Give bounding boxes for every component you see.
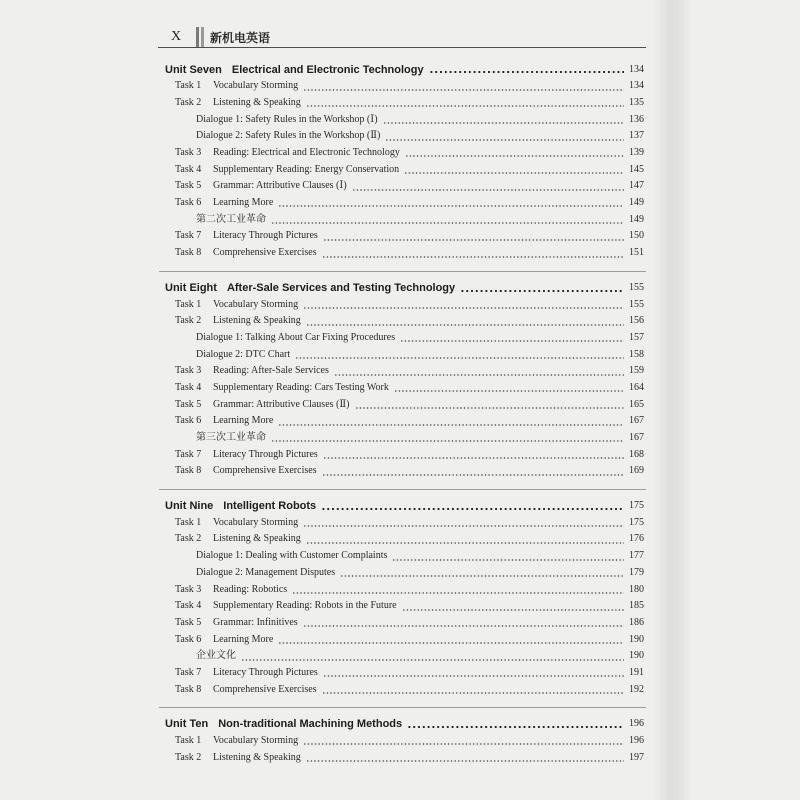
- toc-task-entry: [165, 665, 644, 682]
- toc-task-entry: [165, 313, 644, 330]
- task-label: Task 6: [175, 415, 202, 427]
- entry-title: Supplementary Reading: Robots in the Future: [213, 600, 397, 612]
- toc-sub-entry: [165, 330, 644, 347]
- task-label: Task 3: [175, 583, 202, 595]
- dot-leader: [460, 289, 624, 292]
- toc-sub-entry: [165, 430, 644, 447]
- unit-section: [165, 498, 644, 698]
- dot-leader: [303, 625, 624, 627]
- toc-task-entry: [165, 363, 644, 380]
- header-ornament-bar: [201, 27, 204, 47]
- dot-leader: [295, 357, 624, 359]
- toc-task-entry: [165, 162, 644, 179]
- running-header-page-number: X: [171, 29, 182, 44]
- toc-task-entry: [165, 733, 644, 750]
- entry-title: Comprehensive Exercises: [213, 683, 317, 695]
- toc-sub-entry: [165, 212, 644, 229]
- page-number: 167: [629, 432, 644, 444]
- toc-task-entry: [165, 397, 644, 414]
- task-label: Task 3: [175, 147, 202, 159]
- unit-number: Unit Seven: [165, 63, 222, 76]
- task-label: Task 4: [175, 381, 202, 393]
- dot-leader: [306, 760, 624, 762]
- dot-leader: [400, 340, 624, 342]
- task-label: Task 5: [175, 398, 202, 410]
- unit-page-number: 134: [629, 63, 644, 75]
- entry-title: Dialogue 2: DTC Chart: [196, 348, 291, 360]
- task-label: Task 1: [175, 298, 202, 310]
- page-number: 191: [629, 666, 644, 678]
- entry-title: Dialogue 2: Management Disputes: [196, 566, 336, 578]
- entry-title: Vocabulary Storming: [213, 516, 299, 528]
- entry-title: Listening & Speaking: [213, 533, 301, 545]
- page-number: 190: [629, 650, 644, 662]
- dot-leader: [383, 122, 624, 124]
- unit-page-number: 196: [629, 718, 644, 730]
- task-label: Task 2: [175, 751, 202, 763]
- unit-number: Unit Ten: [165, 718, 209, 731]
- dot-leader: [323, 457, 624, 459]
- toc-task-entry: [165, 95, 644, 112]
- dot-leader: [392, 559, 624, 561]
- page-number: 136: [629, 113, 644, 125]
- page-number: 145: [629, 163, 644, 175]
- page-number: 168: [629, 448, 644, 460]
- unit-heading: [165, 280, 644, 297]
- page-number: 180: [629, 583, 644, 595]
- entry-title: Literacy Through Pictures: [213, 448, 318, 460]
- entry-title: Learning More: [213, 633, 274, 645]
- page-number: 150: [629, 230, 644, 242]
- dot-leader: [323, 675, 624, 677]
- page-number: 134: [629, 80, 644, 92]
- dot-leader: [306, 542, 624, 544]
- entry-title: Supplementary Reading: Energy Conservation: [213, 163, 400, 175]
- page-number: 156: [629, 315, 644, 327]
- page-number: 155: [629, 298, 644, 310]
- page-edge-shadow: [652, 0, 692, 800]
- toc-task-entry: [165, 245, 644, 262]
- toc-task-entry: [165, 750, 644, 767]
- running-header-book-title: 新机电英语: [210, 31, 271, 45]
- unit-name: Non-traditional Machining Methods: [218, 718, 403, 731]
- page-number: 175: [629, 516, 644, 528]
- dot-leader: [271, 440, 624, 442]
- entry-title: Comprehensive Exercises: [213, 247, 317, 259]
- toc-task-entry: [165, 463, 644, 480]
- entry-title: Learning More: [213, 415, 274, 427]
- dot-leader: [303, 525, 624, 527]
- toc-sub-entry: [165, 347, 644, 364]
- dot-leader: [394, 390, 624, 392]
- entry-title: Literacy Through Pictures: [213, 666, 318, 678]
- dot-leader: [355, 407, 625, 409]
- task-label: Task 6: [175, 633, 202, 645]
- dot-leader: [322, 692, 624, 694]
- toc-task-entry: [165, 447, 644, 464]
- toc-sub-entry: [165, 128, 644, 145]
- header-ornament-bar: [196, 27, 199, 47]
- toc-task-entry: [165, 297, 644, 314]
- task-label: Task 7: [175, 666, 202, 678]
- toc-task-entry: [165, 145, 644, 162]
- page-number: 176: [629, 533, 644, 545]
- entry-title: 第三次工业革命: [196, 432, 266, 444]
- task-label: Task 2: [175, 315, 202, 327]
- dot-leader: [323, 239, 624, 241]
- dot-leader: [404, 172, 624, 174]
- unit-section: [165, 280, 644, 480]
- task-label: Task 1: [175, 516, 202, 528]
- dot-leader: [278, 642, 624, 644]
- unit-heading: [165, 716, 644, 733]
- header-ornament: [196, 27, 205, 47]
- task-label: Task 8: [175, 683, 202, 695]
- table-of-contents: [165, 62, 644, 767]
- entry-title: Listening & Speaking: [213, 315, 301, 327]
- task-label: Task 1: [175, 80, 202, 92]
- dot-leader: [303, 743, 624, 745]
- toc-sub-entry: [165, 112, 644, 129]
- dot-leader: [271, 222, 624, 224]
- entry-title: Learning More: [213, 197, 274, 209]
- entry-title: Literacy Through Pictures: [213, 230, 318, 242]
- task-label: Task 1: [175, 735, 202, 747]
- unit-number: Unit Eight: [165, 281, 217, 294]
- page-number: 164: [629, 381, 644, 393]
- page-number: 185: [629, 600, 644, 612]
- dot-leader: [241, 659, 624, 661]
- toc-task-entry: [165, 582, 644, 599]
- page-number: 169: [629, 465, 644, 477]
- entry-title: Grammar: Infinitives: [213, 616, 298, 628]
- entry-title: 第二次工业革命: [196, 213, 266, 225]
- page-number: 149: [629, 197, 644, 209]
- task-label: Task 2: [175, 96, 202, 108]
- toc-task-entry: [165, 531, 644, 548]
- page-number: 147: [629, 180, 644, 192]
- dot-leader: [278, 424, 624, 426]
- task-label: Task 2: [175, 533, 202, 545]
- entry-title: Grammar: Attributive Clauses (Ⅰ): [213, 180, 347, 192]
- page-number: 135: [629, 96, 644, 108]
- page-number: 177: [629, 550, 644, 562]
- entry-title: Reading: Robotics: [213, 583, 288, 595]
- page-number: 192: [629, 683, 644, 695]
- task-label: Task 6: [175, 197, 202, 209]
- page-number: 159: [629, 365, 644, 377]
- dot-leader: [322, 474, 624, 476]
- unit-section: [165, 62, 644, 262]
- page-number: 186: [629, 616, 644, 628]
- toc-task-entry: [165, 178, 644, 195]
- dot-leader: [334, 374, 624, 376]
- dot-leader: [429, 71, 624, 74]
- unit-heading: [165, 62, 644, 79]
- toc-task-entry: [165, 78, 644, 95]
- task-label: Task 8: [175, 465, 202, 477]
- dot-leader: [292, 592, 624, 594]
- entry-title: 企业文化: [196, 650, 236, 662]
- page-number: 179: [629, 566, 644, 578]
- dot-leader: [402, 609, 624, 611]
- unit-name: Electrical and Electronic Technology: [231, 63, 424, 76]
- entry-title: Dialogue 1: Talking About Car Fixing Procedures: [196, 331, 396, 343]
- page-number: 157: [629, 331, 644, 343]
- dot-leader: [405, 155, 624, 157]
- task-label: Task 5: [175, 180, 202, 192]
- toc-task-entry: [165, 682, 644, 699]
- toc-sub-entry: [165, 565, 644, 582]
- unit-page-number: 155: [629, 281, 644, 293]
- unit-number: Unit Nine: [165, 500, 214, 513]
- entry-title: Reading: Electrical and Electronic Technology: [213, 147, 400, 159]
- page-number: 167: [629, 415, 644, 427]
- toc-sub-entry: [165, 548, 644, 565]
- entry-title: Reading: After-Sale Services: [213, 365, 329, 377]
- dot-leader: [303, 89, 624, 91]
- page-number: 137: [629, 130, 644, 142]
- entry-title: Dialogue 1: Safety Rules in the Workshop (Ⅰ): [196, 113, 378, 125]
- toc-task-entry: [165, 615, 644, 632]
- task-label: Task 7: [175, 230, 202, 242]
- page-number: 149: [629, 213, 644, 225]
- toc-task-entry: [165, 598, 644, 615]
- dot-leader: [340, 575, 624, 577]
- dot-leader: [352, 189, 624, 191]
- toc-task-entry: [165, 380, 644, 397]
- task-label: Task 3: [175, 365, 202, 377]
- toc-task-entry: [165, 632, 644, 649]
- unit-name: Intelligent Robots: [223, 500, 317, 513]
- page-number: 165: [629, 398, 644, 410]
- dot-leader: [278, 205, 624, 207]
- page-number: 139: [629, 147, 644, 159]
- toc-task-entry: [165, 515, 644, 532]
- toc-sub-entry: [165, 648, 644, 665]
- entry-title: Listening & Speaking: [213, 96, 301, 108]
- entry-title: Vocabulary Storming: [213, 298, 299, 310]
- task-label: Task 4: [175, 163, 202, 175]
- unit-page-number: 175: [629, 500, 644, 512]
- entry-title: Vocabulary Storming: [213, 80, 299, 92]
- dot-leader: [322, 256, 624, 258]
- dot-leader: [407, 726, 624, 729]
- page-number: 190: [629, 633, 644, 645]
- dot-leader: [306, 105, 624, 107]
- toc-task-entry: [165, 413, 644, 430]
- dot-leader: [303, 307, 624, 309]
- toc-task-entry: [165, 228, 644, 245]
- task-label: Task 4: [175, 600, 202, 612]
- entry-title: Dialogue 2: Safety Rules in the Workshop (Ⅱ): [196, 130, 381, 142]
- page-number: 196: [629, 735, 644, 747]
- entry-title: Comprehensive Exercises: [213, 465, 317, 477]
- entry-title: Dialogue 1: Dealing with Customer Complaints: [196, 550, 388, 562]
- page-number: 158: [629, 348, 644, 360]
- header-rule: [158, 47, 646, 48]
- task-label: Task 8: [175, 247, 202, 259]
- page-number: 151: [629, 247, 644, 259]
- unit-name: After-Sale Services and Testing Technology: [226, 281, 456, 294]
- toc-task-entry: [165, 195, 644, 212]
- dot-leader: [306, 324, 624, 326]
- task-label: Task 5: [175, 616, 202, 628]
- unit-heading: [165, 498, 644, 515]
- entry-title: Grammar: Attributive Clauses (Ⅱ): [213, 398, 350, 410]
- entry-title: Vocabulary Storming: [213, 735, 299, 747]
- unit-section: [165, 716, 644, 766]
- entry-title: Supplementary Reading: Cars Testing Work: [213, 381, 389, 393]
- task-label: Task 7: [175, 448, 202, 460]
- entry-title: Listening & Speaking: [213, 751, 301, 763]
- page-number: 197: [629, 751, 644, 763]
- dot-leader: [321, 507, 624, 510]
- dot-leader: [385, 139, 624, 141]
